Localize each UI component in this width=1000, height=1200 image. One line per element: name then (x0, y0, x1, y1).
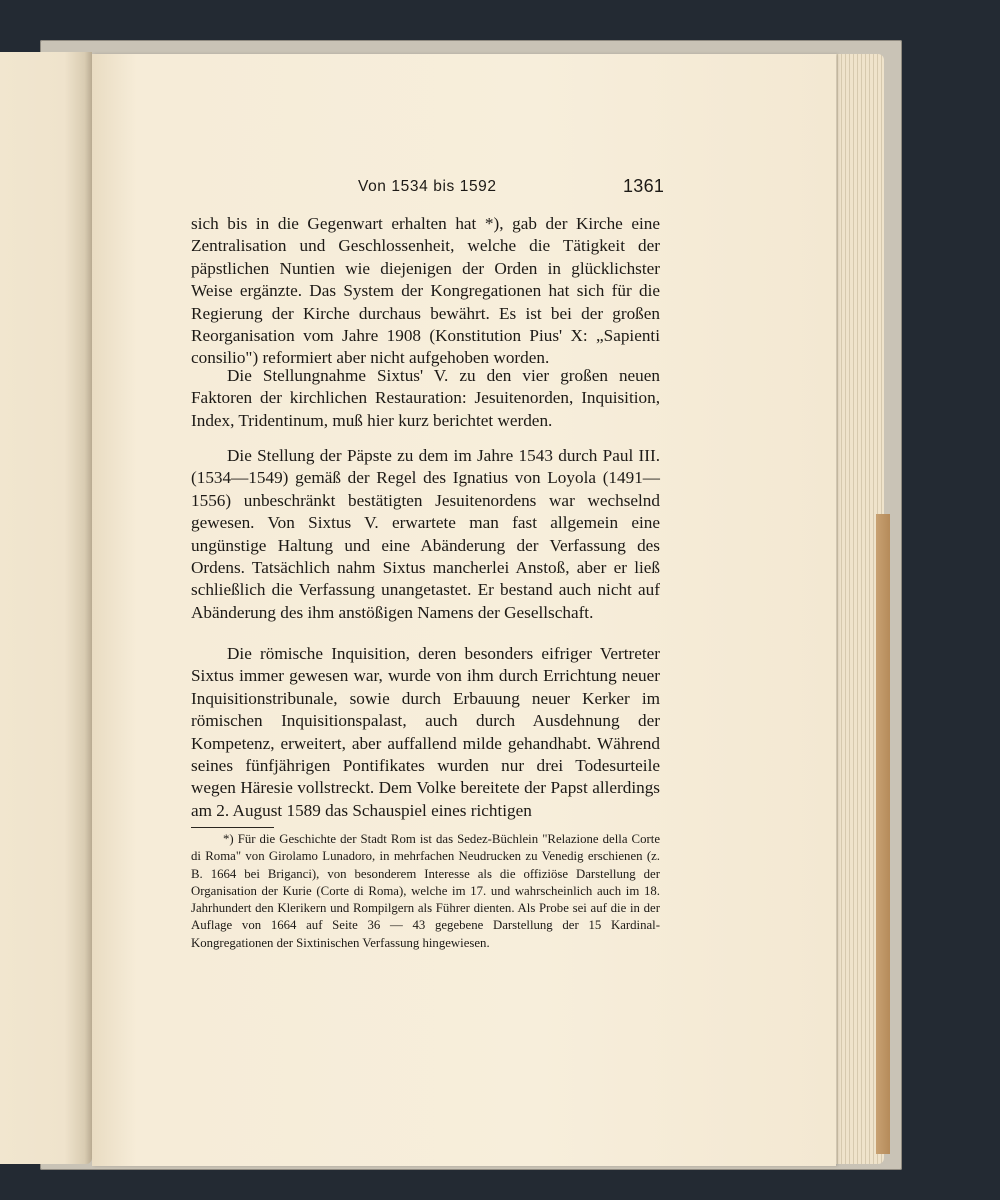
bookmark-strip (876, 514, 890, 1154)
page-number: 1361 (623, 176, 665, 196)
body-paragraph (191, 365, 660, 432)
body-paragraph (191, 445, 660, 624)
paragraph-text: Die Stellungnahme Sixtus' V. zu den vier großen neuen Faktoren der kirchlichen Restauration: Jesuitenorden, Inquisition, Index, Tridentinum, muß hier kurz berichtet werden. (191, 366, 660, 430)
paragraph-text: Die römische Inquisition, deren besonders eifriger Vertreter Sixtus immer gewesen war, wurde von ihm durch Errichtung neuer Inquisitionstribunale, sowie durch Erbauung neuer Kerker im römischen Inquisitionspalast, auch durch Ausdehnung der Kompetenz, erweitert, aber auffallend milde gehandhabt. Während seines fünfjährigen Pontifikates wurden nur drei Todesurteile wegen Häresie vollstreckt. Dem Volke bereitete der Papst allerdings am 2. August 1589 das Schauspiel eines richtigen (191, 644, 660, 820)
body-paragraph (191, 643, 660, 822)
footnote-divider (191, 827, 274, 828)
paragraph-text: sich bis in die Gegenwart erhalten hat *), gab der Kirche eine Zentralisation und Geschlossenheit, welche die Tätigkeit der päpstlichen Nuntien wie diejenigen der Orden in glücklichster Weise ergänzte. Das System der Kongregationen hat sich für die Regierung der Kirche durchaus bewährt. Es ist bei der großen Reorganisation vom Jahre 1908 (Konstitution Pius' X: „Sapienti consilio") reformiert aber nicht aufgehoben worden. (191, 214, 660, 368)
left-page-edge (0, 52, 92, 1164)
page-header (92, 178, 836, 208)
paragraph-text: Die Stellung der Päpste zu dem im Jahre 1543 durch Paul III. (1534—1549) gemäß der Regel des Ignatius von Loyola (1491—1556) unbeschränkt bestätigten Jesuitenordens war wechselnd gewesen. Von Sixtus V. erwartete man fast allgemein eine ungünstige Haltung und eine Abänderung der Verfassung des Ordens. Tatsächlich nahm Sixtus mancherlei Anstoß, aber er ließ schließlich die Verfassung unangetastet. Er bestand auch nicht auf Abänderung des ihm anstößigen Namens der Gesellschaft. (191, 446, 660, 622)
footnote: *) Für die Geschichte der Stadt Rom ist das Sedez-Büchlein "Relazione della Corte di Roma" von Girolamo Lunadoro, in mehrfachen Neudrucken zu Venedig erschienen (z. B. 1664 bei Briganci), von besonderem Interesse als die offiziöse Darstellung der Organisation der Kurie (Corte di Roma), welche im 17. und wahrscheinlich auch im 18. Jahrhundert den Klerikern und Rompilgern als Führer dienten. Als Probe sei auf die in der Auflage von 1664 auf Seite 36 — 43 gegebene Darstellung der 15 Kardinal-Kongregationen der Sixtinischen Verfassung hingewiesen. (191, 832, 660, 950)
book-page (92, 54, 836, 1166)
running-head: Von 1534 bis 1592 (358, 178, 497, 195)
body-paragraph (191, 213, 660, 370)
